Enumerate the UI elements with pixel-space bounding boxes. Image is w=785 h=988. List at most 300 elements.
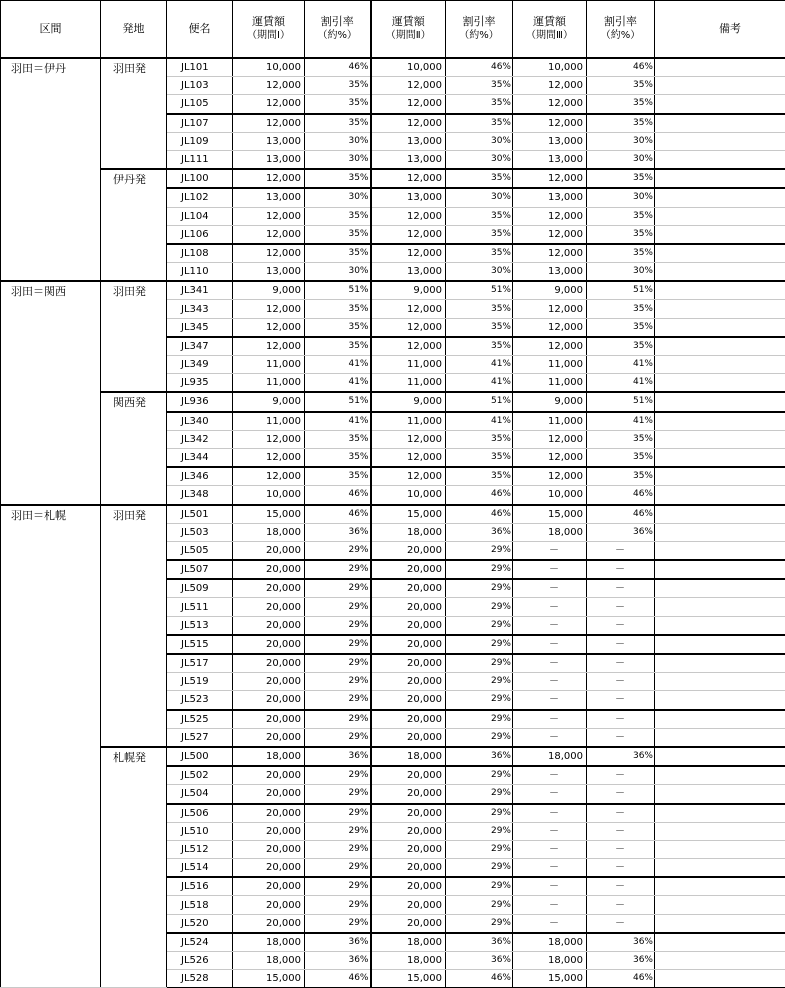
discount-period-3-cell: － [587,673,655,691]
note-cell [655,150,785,169]
note-cell [655,970,785,988]
discount-period-2-cell: 35% [446,114,513,133]
fare-period-3-cell: 12,000 [513,95,587,114]
discount-period-2-cell: 36% [446,933,513,952]
discount-period-3-cell: 30% [587,263,655,282]
discount-period-3-cell: － [587,635,655,654]
origin-cell: 札幌発 [101,747,167,988]
fare-period-1-cell: 18,000 [233,933,305,952]
fare-period-3-cell: － [513,560,587,579]
discount-period-2-cell: 30% [446,263,513,282]
flight-number-cell: JL525 [167,710,233,729]
fare-period-1-cell: 20,000 [233,560,305,579]
note-cell [655,114,785,133]
flight-number-cell: JL105 [167,95,233,114]
discount-period-1-cell: 35% [305,225,371,244]
discount-period-1-cell: 36% [305,747,371,766]
flight-number-cell: JL524 [167,933,233,952]
discount-period-1-cell: 36% [305,952,371,970]
note-cell [655,766,785,785]
fare-period-1-cell: 20,000 [233,598,305,616]
flight-number-cell: JL510 [167,822,233,840]
discount-period-2-cell: 35% [446,95,513,114]
flight-number-cell: JL527 [167,728,233,747]
fare-period-2-cell: 12,000 [371,448,446,467]
note-cell [655,785,785,804]
fare-period-1-cell: 11,000 [233,412,305,431]
discount-period-3-cell: 35% [587,430,655,448]
discount-period-3-cell: 35% [587,300,655,318]
table-row [1,505,785,524]
note-cell [655,691,785,710]
discount-period-1-cell: 51% [305,281,371,300]
discount-period-1-cell: 35% [305,318,371,337]
flight-number-cell: JL346 [167,467,233,486]
fare-period-2-cell: 18,000 [371,747,446,766]
fare-period-2-cell: 12,000 [371,300,446,318]
header-origin: 発地 [101,1,167,59]
flight-number-cell: JL516 [167,877,233,896]
fare-period-2-cell: 20,000 [371,560,446,579]
note-cell [655,263,785,282]
fare-period-2-cell: 12,000 [371,95,446,114]
flight-number-cell: JL518 [167,896,233,914]
discount-period-3-cell: 30% [587,188,655,207]
discount-period-2-cell: 46% [446,486,513,505]
flight-number-cell: JL519 [167,673,233,691]
discount-period-3-cell: 51% [587,281,655,300]
fare-period-1-cell: 20,000 [233,896,305,914]
flight-number-cell: JL348 [167,486,233,505]
fare-period-2-cell: 13,000 [371,263,446,282]
note-cell [655,207,785,225]
fare-period-1-cell: 20,000 [233,673,305,691]
discount-period-2-cell: 29% [446,616,513,635]
note-cell [655,673,785,691]
flight-number-cell: JL526 [167,952,233,970]
note-cell [655,188,785,207]
fare-period-2-cell: 20,000 [371,840,446,858]
fare-period-1-cell: 15,000 [233,505,305,524]
header-discount-period-1: 割引率 （約%） [305,1,371,59]
fare-period-2-cell: 20,000 [371,541,446,560]
table-row [1,58,785,77]
discount-period-3-cell: 41% [587,412,655,431]
fare-period-2-cell: 20,000 [371,822,446,840]
fare-period-3-cell: 12,000 [513,114,587,133]
fare-period-3-cell: 12,000 [513,169,587,188]
discount-period-3-cell: 35% [587,467,655,486]
note-cell [655,356,785,374]
discount-period-1-cell: 41% [305,412,371,431]
fare-period-3-cell: － [513,635,587,654]
fare-period-3-cell: － [513,785,587,804]
discount-period-3-cell: 35% [587,77,655,95]
fare-period-3-cell: 18,000 [513,747,587,766]
discount-period-1-cell: 29% [305,710,371,729]
discount-period-3-cell: 35% [587,207,655,225]
discount-period-1-cell: 36% [305,933,371,952]
discount-period-2-cell: 35% [446,225,513,244]
fare-period-3-cell: － [513,579,587,598]
discount-period-3-cell: 36% [587,952,655,970]
fare-period-1-cell: 20,000 [233,616,305,635]
header-fare-period-3: 運賃額 （期間Ⅲ） [513,1,587,59]
discount-period-1-cell: 29% [305,785,371,804]
fare-period-3-cell: 18,000 [513,523,587,541]
discount-period-2-cell: 29% [446,877,513,896]
discount-period-3-cell: 46% [587,970,655,988]
note-cell [655,654,785,673]
fare-period-2-cell: 20,000 [371,654,446,673]
fare-period-3-cell: － [513,616,587,635]
fare-period-1-cell: 12,000 [233,337,305,356]
fare-period-3-cell: 15,000 [513,970,587,988]
discount-period-2-cell: 29% [446,766,513,785]
header-discount-period-3: 割引率 （約%） [587,1,655,59]
fare-period-1-cell: 13,000 [233,263,305,282]
discount-period-1-cell: 29% [305,914,371,933]
discount-period-2-cell: 29% [446,804,513,823]
note-cell [655,77,785,95]
fare-period-3-cell: 10,000 [513,58,587,77]
fare-period-2-cell: 12,000 [371,318,446,337]
flight-number-cell: JL511 [167,598,233,616]
note-cell [655,412,785,431]
fare-period-1-cell: 11,000 [233,374,305,393]
discount-period-3-cell: － [587,691,655,710]
discount-period-2-cell: 46% [446,970,513,988]
fare-period-3-cell: － [513,673,587,691]
note-cell [655,132,785,150]
fare-period-3-cell: － [513,877,587,896]
discount-period-3-cell: 35% [587,114,655,133]
fare-table-body [1,58,785,988]
note-cell [655,281,785,300]
fare-period-3-cell: 10,000 [513,486,587,505]
route-cell: 羽田＝関西 [1,281,101,504]
discount-period-1-cell: 35% [305,77,371,95]
flight-number-cell: JL502 [167,766,233,785]
discount-period-1-cell: 29% [305,635,371,654]
note-cell [655,616,785,635]
discount-period-2-cell: 29% [446,914,513,933]
note-cell [655,58,785,77]
discount-period-3-cell: － [587,785,655,804]
flight-number-cell: JL935 [167,374,233,393]
fare-period-3-cell: － [513,822,587,840]
discount-period-3-cell: － [587,654,655,673]
discount-period-2-cell: 29% [446,579,513,598]
discount-period-2-cell: 36% [446,747,513,766]
note-cell [655,448,785,467]
fare-period-3-cell: 15,000 [513,505,587,524]
discount-period-3-cell: 41% [587,356,655,374]
fare-period-2-cell: 20,000 [371,673,446,691]
discount-period-1-cell: 51% [305,392,371,411]
fare-period-2-cell: 18,000 [371,952,446,970]
discount-period-1-cell: 29% [305,579,371,598]
fare-period-2-cell: 20,000 [371,579,446,598]
fare-period-2-cell: 12,000 [371,337,446,356]
fare-period-1-cell: 12,000 [233,448,305,467]
fare-period-3-cell: 12,000 [513,225,587,244]
discount-period-1-cell: 29% [305,840,371,858]
fare-period-3-cell: － [513,710,587,729]
discount-period-3-cell: － [587,914,655,933]
discount-period-1-cell: 35% [305,169,371,188]
fare-period-1-cell: 20,000 [233,691,305,710]
origin-cell: 伊丹発 [101,169,167,281]
fare-period-3-cell: 12,000 [513,467,587,486]
discount-period-1-cell: 29% [305,822,371,840]
discount-period-1-cell: 46% [305,58,371,77]
flight-number-cell: JL504 [167,785,233,804]
header-flight: 便名 [167,1,233,59]
discount-period-3-cell: 46% [587,486,655,505]
fare-period-1-cell: 12,000 [233,169,305,188]
flight-number-cell: JL501 [167,505,233,524]
note-cell [655,896,785,914]
fare-period-1-cell: 20,000 [233,728,305,747]
fare-period-3-cell: 13,000 [513,263,587,282]
note-cell [655,467,785,486]
discount-period-2-cell: 29% [446,691,513,710]
discount-period-1-cell: 29% [305,673,371,691]
fare-period-3-cell: 9,000 [513,281,587,300]
fare-period-3-cell: － [513,654,587,673]
flight-number-cell: JL110 [167,263,233,282]
discount-period-3-cell: 35% [587,318,655,337]
fare-period-2-cell: 20,000 [371,616,446,635]
fare-period-3-cell: 12,000 [513,300,587,318]
flight-number-cell: JL345 [167,318,233,337]
fare-period-1-cell: 12,000 [233,430,305,448]
discount-period-2-cell: 35% [446,300,513,318]
flight-number-cell: JL104 [167,207,233,225]
fare-period-1-cell: 18,000 [233,747,305,766]
discount-period-2-cell: 29% [446,598,513,616]
fare-period-2-cell: 20,000 [371,914,446,933]
discount-period-2-cell: 35% [446,337,513,356]
discount-period-2-cell: 30% [446,150,513,169]
discount-period-1-cell: 30% [305,188,371,207]
discount-period-2-cell: 35% [446,430,513,448]
note-cell [655,541,785,560]
fare-period-2-cell: 11,000 [371,412,446,431]
discount-period-2-cell: 29% [446,654,513,673]
fare-period-1-cell: 20,000 [233,579,305,598]
discount-period-2-cell: 29% [446,785,513,804]
fare-period-2-cell: 18,000 [371,523,446,541]
route-cell: 羽田＝伊丹 [1,58,101,281]
discount-period-3-cell: － [587,598,655,616]
discount-period-1-cell: 29% [305,804,371,823]
flight-number-cell: JL109 [167,132,233,150]
fare-period-1-cell: 9,000 [233,281,305,300]
flight-number-cell: JL101 [167,58,233,77]
discount-period-2-cell: 35% [446,77,513,95]
discount-period-2-cell: 35% [446,318,513,337]
flight-number-cell: JL344 [167,448,233,467]
fare-period-2-cell: 9,000 [371,392,446,411]
fare-period-1-cell: 20,000 [233,766,305,785]
fare-period-3-cell: 12,000 [513,244,587,263]
discount-period-1-cell: 46% [305,505,371,524]
note-cell [655,300,785,318]
discount-period-2-cell: 41% [446,356,513,374]
fare-period-1-cell: 12,000 [233,114,305,133]
discount-period-2-cell: 36% [446,523,513,541]
discount-period-1-cell: 29% [305,877,371,896]
discount-period-3-cell: 35% [587,337,655,356]
flight-number-cell: JL507 [167,560,233,579]
fare-period-1-cell: 20,000 [233,635,305,654]
fare-period-1-cell: 12,000 [233,467,305,486]
discount-period-2-cell: 29% [446,710,513,729]
fare-period-2-cell: 12,000 [371,225,446,244]
discount-period-1-cell: 35% [305,114,371,133]
fare-period-3-cell: 13,000 [513,132,587,150]
fare-period-2-cell: 12,000 [371,169,446,188]
fare-period-1-cell: 15,000 [233,970,305,988]
header-route: 区間 [1,1,101,59]
origin-cell: 関西発 [101,392,167,504]
flight-number-cell: JL108 [167,244,233,263]
fare-period-3-cell: 11,000 [513,356,587,374]
discount-period-2-cell: 41% [446,374,513,393]
discount-period-3-cell: － [587,728,655,747]
fare-period-3-cell: － [513,728,587,747]
fare-period-1-cell: 20,000 [233,840,305,858]
fare-period-1-cell: 20,000 [233,859,305,878]
fare-period-1-cell: 9,000 [233,392,305,411]
flight-number-cell: JL500 [167,747,233,766]
discount-period-3-cell: 35% [587,169,655,188]
discount-period-2-cell: 29% [446,673,513,691]
discount-period-3-cell: － [587,766,655,785]
discount-period-3-cell: 51% [587,392,655,411]
flight-number-cell: JL513 [167,616,233,635]
fare-period-1-cell: 20,000 [233,654,305,673]
discount-period-2-cell: 51% [446,392,513,411]
fare-period-1-cell: 12,000 [233,300,305,318]
fare-period-2-cell: 20,000 [371,635,446,654]
note-cell [655,225,785,244]
fare-period-3-cell: － [513,766,587,785]
flight-number-cell: JL106 [167,225,233,244]
note-cell [655,747,785,766]
route-cell: 羽田＝札幌 [1,505,101,988]
note-cell [655,840,785,858]
fare-period-1-cell: 20,000 [233,877,305,896]
discount-period-2-cell: 30% [446,132,513,150]
discount-period-3-cell: 46% [587,58,655,77]
table-row [1,392,785,411]
discount-period-3-cell: － [587,541,655,560]
flight-number-cell: JL103 [167,77,233,95]
fare-period-3-cell: 12,000 [513,77,587,95]
flight-number-cell: JL517 [167,654,233,673]
flight-number-cell: JL523 [167,691,233,710]
note-cell [655,486,785,505]
flight-number-cell: JL111 [167,150,233,169]
fare-period-2-cell: 20,000 [371,766,446,785]
discount-period-1-cell: 35% [305,244,371,263]
flight-number-cell: JL512 [167,840,233,858]
fare-period-1-cell: 12,000 [233,77,305,95]
discount-period-1-cell: 29% [305,560,371,579]
discount-period-3-cell: 30% [587,150,655,169]
fare-period-3-cell: － [513,598,587,616]
discount-period-2-cell: 36% [446,952,513,970]
discount-period-1-cell: 29% [305,541,371,560]
discount-period-3-cell: 36% [587,523,655,541]
discount-period-1-cell: 46% [305,486,371,505]
fare-period-1-cell: 18,000 [233,952,305,970]
fare-period-3-cell: － [513,914,587,933]
fare-period-2-cell: 15,000 [371,970,446,988]
fare-period-3-cell: 9,000 [513,392,587,411]
flight-number-cell: JL515 [167,635,233,654]
flight-number-cell: JL342 [167,430,233,448]
discount-period-3-cell: － [587,804,655,823]
header-fare-period-1: 運賃額 （期間Ⅰ） [233,1,305,59]
fare-period-1-cell: 10,000 [233,486,305,505]
fare-period-2-cell: 12,000 [371,207,446,225]
discount-period-1-cell: 29% [305,896,371,914]
discount-period-3-cell: 36% [587,933,655,952]
fare-period-2-cell: 20,000 [371,859,446,878]
note-cell [655,505,785,524]
note-cell [655,337,785,356]
fare-period-2-cell: 12,000 [371,430,446,448]
flight-number-cell: JL506 [167,804,233,823]
discount-period-3-cell: － [587,877,655,896]
discount-period-3-cell: 41% [587,374,655,393]
table-row [1,281,785,300]
note-cell [655,728,785,747]
discount-period-2-cell: 51% [446,281,513,300]
fare-period-2-cell: 15,000 [371,505,446,524]
fare-period-2-cell: 13,000 [371,150,446,169]
fare-period-2-cell: 20,000 [371,896,446,914]
fare-period-2-cell: 20,000 [371,728,446,747]
header-row [1,1,785,59]
flight-number-cell: JL514 [167,859,233,878]
fare-period-2-cell: 12,000 [371,244,446,263]
fare-period-3-cell: 18,000 [513,952,587,970]
header-note: 備考 [655,1,785,59]
note-cell [655,933,785,952]
discount-period-1-cell: 29% [305,766,371,785]
flight-number-cell: JL505 [167,541,233,560]
fare-period-3-cell: 12,000 [513,337,587,356]
fare-period-2-cell: 10,000 [371,486,446,505]
discount-period-1-cell: 29% [305,654,371,673]
fare-period-3-cell: 11,000 [513,412,587,431]
discount-period-2-cell: 29% [446,840,513,858]
fare-period-2-cell: 12,000 [371,467,446,486]
flight-number-cell: JL528 [167,970,233,988]
fare-period-1-cell: 20,000 [233,822,305,840]
note-cell [655,523,785,541]
fare-period-3-cell: 18,000 [513,933,587,952]
note-cell [655,598,785,616]
note-cell [655,804,785,823]
origin-cell: 羽田発 [101,505,167,747]
fare-period-3-cell: － [513,840,587,858]
